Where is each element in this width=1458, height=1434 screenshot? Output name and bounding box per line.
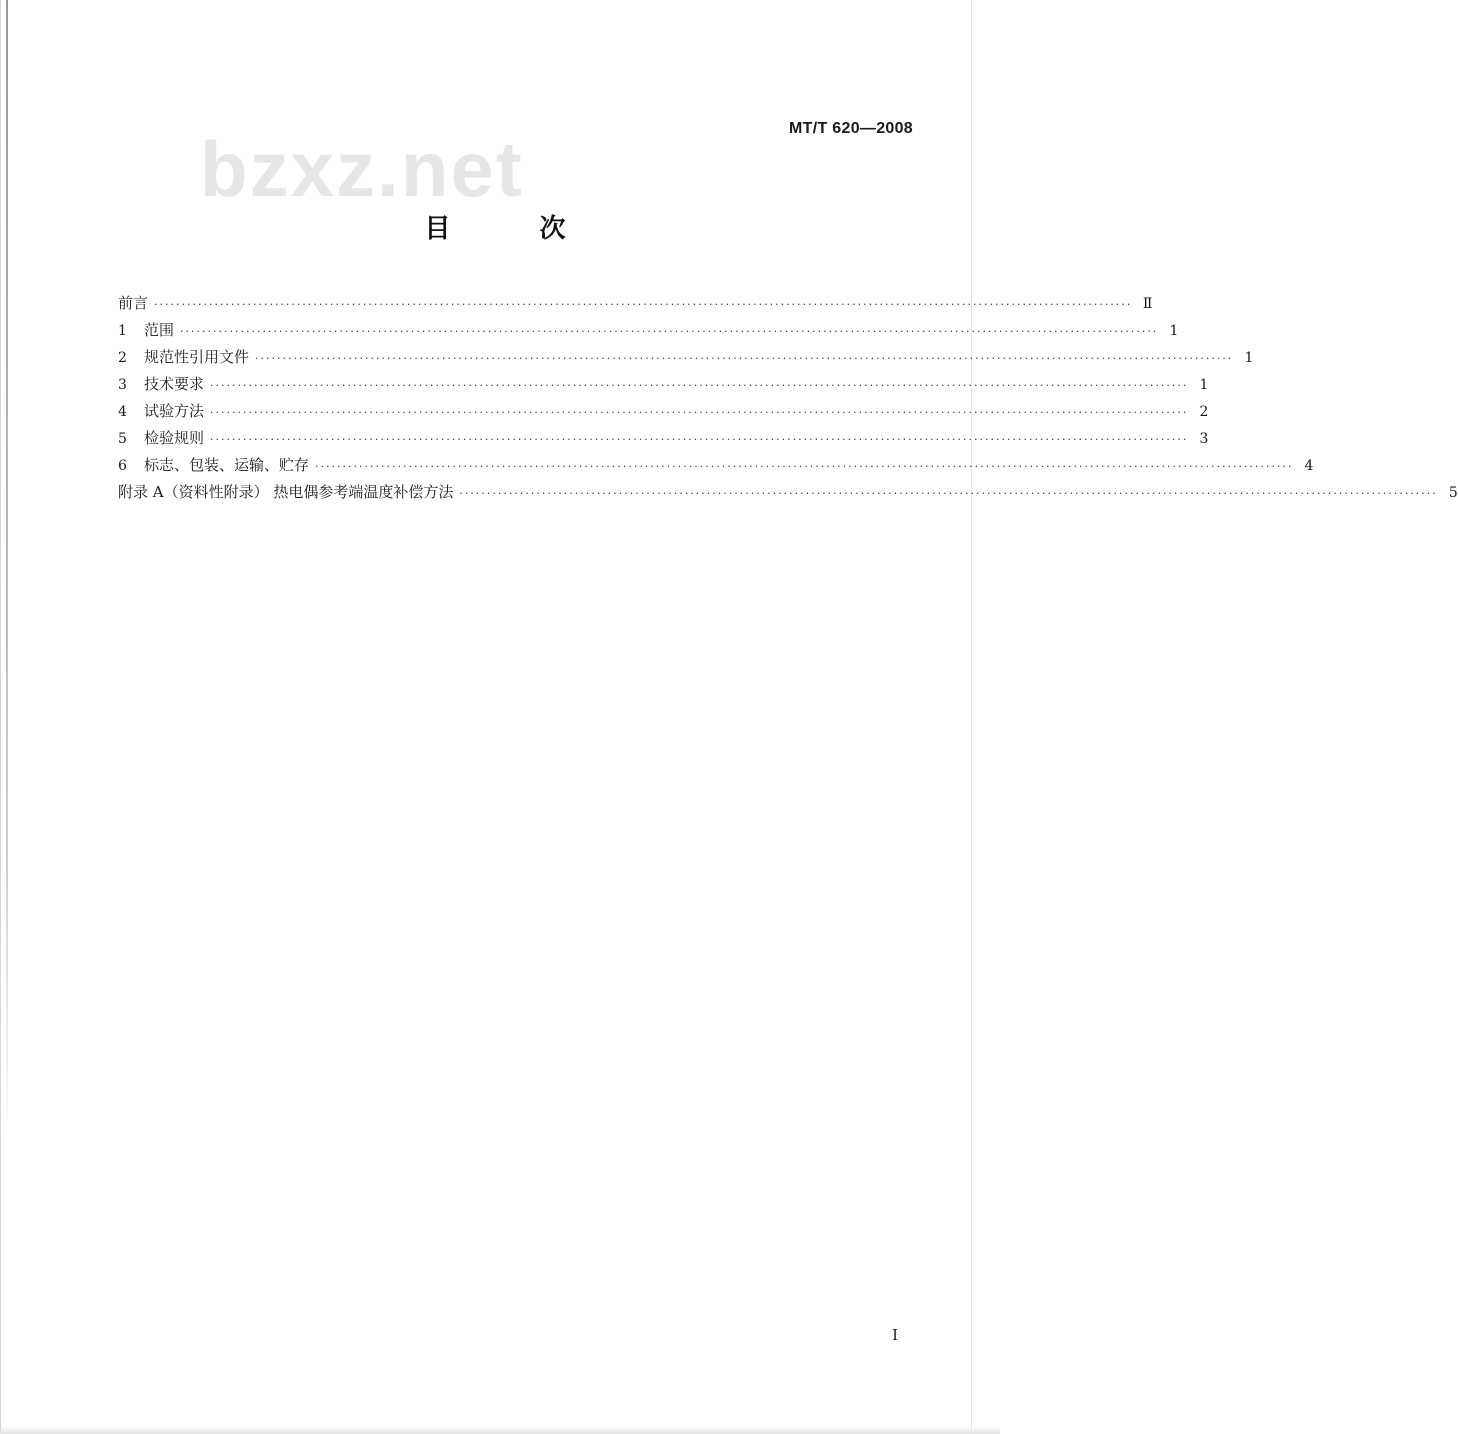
toc-entry[interactable] — [118, 344, 1254, 371]
toc-entry[interactable] — [118, 398, 1209, 425]
toc-leader-dots: ·················································································································································································· — [459, 487, 1438, 500]
toc-entry-label: 检验规则 — [144, 429, 205, 447]
watermark: bzxz.net — [200, 125, 524, 213]
toc-leader-dots: ·················································································································································································· — [210, 433, 1189, 446]
toc-entry-number: 2 — [118, 350, 127, 366]
toc-entry-number: 6 — [118, 458, 127, 474]
toc-entry-label: 试验方法 — [144, 402, 205, 420]
toc-entry[interactable] — [118, 479, 1458, 506]
scan-edge — [0, 1426, 1000, 1434]
page-number: I — [892, 1326, 898, 1344]
toc-entry-label: 范围 — [144, 321, 175, 339]
toc-entry-page: 5 — [1448, 485, 1458, 501]
toc-entry-label: 附录 A（资料性附录） 热电偶参考端温度补偿方法 — [118, 483, 454, 501]
toc-leader-dots: ·················································································································································································· — [210, 406, 1189, 419]
toc-entry-page: 1 — [1169, 323, 1179, 339]
toc-entry-label: 标志、包装、运输、贮存 — [144, 456, 310, 474]
toc-entry[interactable] — [118, 290, 1153, 317]
toc-leader-dots: ·················································································································································································· — [180, 325, 1159, 338]
toc-entry-label: 技术要求 — [144, 375, 205, 393]
toc-entry-label: 规范性引用文件 — [144, 348, 250, 366]
toc-entry-page: 1 — [1199, 377, 1209, 393]
page-title: 目 次 — [424, 214, 606, 244]
toc-leader-dots: ·················································································································································································· — [210, 379, 1189, 392]
toc-entry-number: 1 — [118, 323, 127, 339]
toc-entry-page: 4 — [1304, 458, 1314, 474]
scan-edge — [6, 0, 8, 1150]
toc-entry-number: 3 — [118, 377, 127, 393]
toc-entry-page: 2 — [1199, 404, 1209, 420]
toc-entry-page: 1 — [1244, 350, 1254, 366]
toc-entry-number: 5 — [118, 431, 127, 447]
toc-entry[interactable] — [118, 452, 1314, 479]
toc-entry-number: 4 — [118, 404, 127, 420]
toc-entry-page: Ⅱ — [1142, 296, 1153, 312]
table-of-contents — [118, 290, 1458, 506]
toc-entry[interactable] — [118, 425, 1209, 452]
standard-code: MT/T 620—2008 — [789, 120, 913, 137]
toc-entry[interactable] — [118, 317, 1179, 344]
toc-leader-dots: ·················································································································································································· — [255, 352, 1234, 365]
toc-entry-label: 前言 — [118, 294, 149, 312]
toc-entry-page: 3 — [1199, 431, 1209, 447]
toc-entry[interactable] — [118, 371, 1209, 398]
toc-leader-dots: ·················································································································································································· — [315, 460, 1294, 473]
toc-leader-dots: ·················································································································································································· — [154, 298, 1133, 311]
